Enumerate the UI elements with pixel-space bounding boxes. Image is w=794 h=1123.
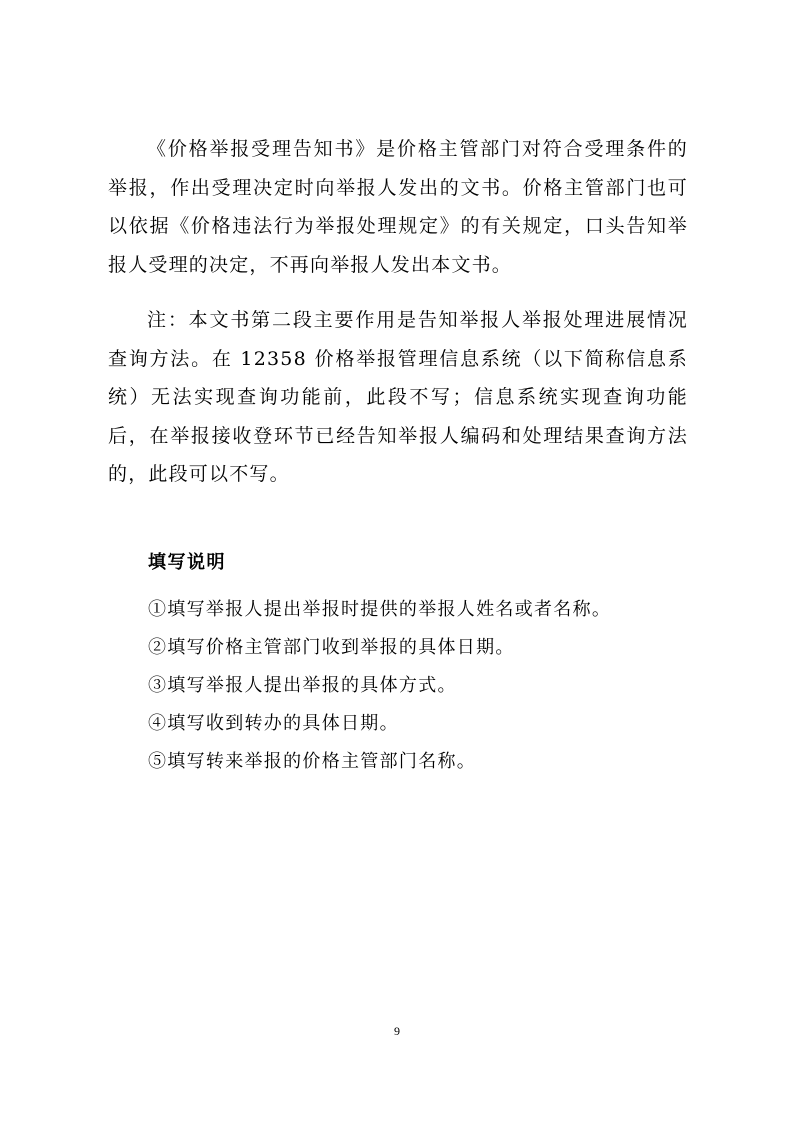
instructions-list [148,591,611,781]
paragraph-note: 注：本文书第二段主要作用是告知举报人举报处理进展情况查询方法。在 12358 价格举报管理信息系统（以下简称信息系统）无法实现查询功能前，此段不写；信息系统实现查询功能后，在举报接收登环节已经告知举报人编码和处理结果查询方法的，此段可以不写。 [108,309,688,485]
instructions-heading: 填写说明 [148,552,226,573]
instruction-item-3: ③填写举报人提出举报的具体方式。 [148,675,457,696]
page-number: 9 [394,1024,400,1038]
instruction-item-5: ⑤填写转来举报的价格主管部门名称。 [148,751,477,772]
instruction-item-1: ①填写举报人提出举报时提供的举报人姓名或者名称。 [148,599,612,620]
instruction-item-4: ④填写收到转办的具体日期。 [148,713,399,734]
instruction-item-2: ②填写价格主管部门收到举报的具体日期。 [148,637,515,658]
paragraph-notice-description: 《价格举报受理告知书》是价格主管部门对符合受理条件的举报，作出受理决定时向举报人发出的文书。价格主管部门也可以依据《价格违法行为举报处理规定》的有关规定，口头告知举报人受理的决定，不再向举报人发出本文书。 [108,138,688,276]
